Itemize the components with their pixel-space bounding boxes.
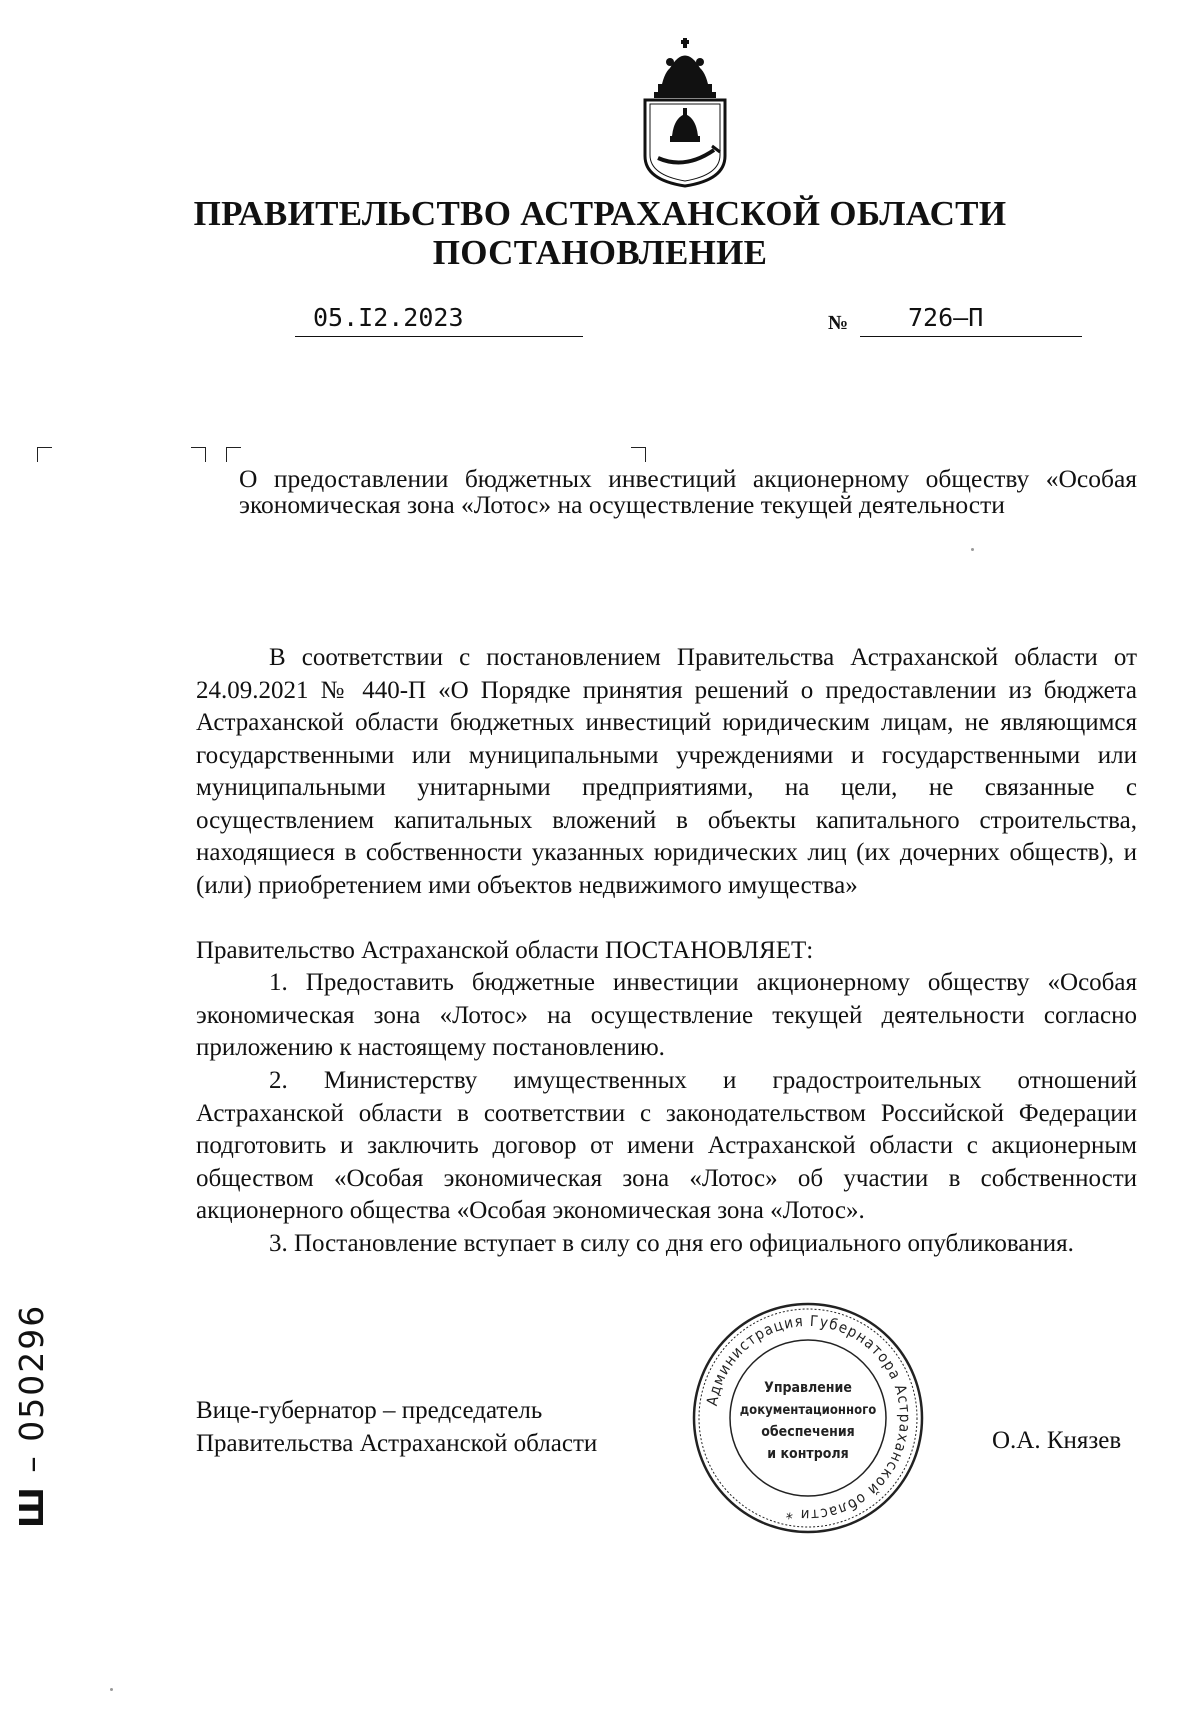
preamble-paragraph: В соответствии с постановлением Правительства Астраханской области от 24.09.2021 № 440-П «О Порядке принятия решений о предоставлении из бюджета Астраханской области бюджетных инвестиций юридическим лицам, не являющимся государственными или муниципальными учреждениями и государственными или муниципальными унитарными предприятиями, на цели, не связанные с осуществлением капитальных вложений в объекты капитального строительства, находящиеся в собственности указанных юридических лиц (их дочерних обществ), и (или) приобретением ими объектов недвижимого имущества» (196, 644, 1137, 899)
decree-item-1: 1. Предоставить бюджетные инвестиции акционерному обществу «Особая экономическая зона «Лотос» на осуществление текущей деятельности согласно приложению к настоящему постановлению. (196, 969, 1137, 1061)
side-code-number: – 050296 (12, 1303, 51, 1486)
side-code-prefix: Ш (12, 1485, 51, 1528)
decree-item-2: 2. Министерству имущественных и градостроительных отношений Астраханской области в соответствии с законодательством Российской Федерации подготовить и заключить договор от имени Астраханской области с акционерным обществом «Особая экономическая зона «Лотос» об участии в собственности акционерного общества «Особая экономическая зона «Лотос». (196, 1067, 1137, 1224)
corner-mark (191, 447, 206, 462)
decree-item-3: 3. Постановление вступает в силу со дня его официального опубликования. (269, 1230, 1074, 1257)
document-subject: О предоставлении бюджетных инвестиций акционерному обществу «Особая экономическая зона «Лотос» на осуществление текущей деятельности (239, 464, 1137, 519)
signatory-title-line2: Правительства Астраханской области (196, 1430, 598, 1457)
stamp-inner-line3: обеспечения (761, 1424, 855, 1440)
stamp-inner-line4: и контроля (767, 1446, 849, 1462)
corner-mark (631, 447, 646, 462)
stamp-inner-line2: документационного (739, 1403, 877, 1418)
official-stamp (690, 1300, 926, 1536)
document-number: 726–П (860, 303, 1082, 337)
stamp-outer-text: Администрация Губернатора Астраханской области * (702, 1311, 915, 1525)
document-date: 05.I2.2023 (295, 303, 583, 337)
signatory-title (196, 1394, 597, 1460)
document-type-title: ПОСТАНОВЛЕНИЕ (432, 233, 768, 272)
resolution-line: Правительство Астраханской области ПОСТАНОВЛЯЕТ: (196, 937, 814, 964)
signatory-title-line1: Вице-губернатор – председатель (196, 1397, 543, 1424)
scan-speck (971, 548, 974, 551)
corner-mark (226, 447, 241, 462)
number-sign: № (828, 312, 849, 334)
coat-of-arms-icon (640, 38, 730, 188)
svg-text:Администрация Губернатора Астр (703, 1312, 914, 1524)
corner-mark (37, 447, 52, 462)
government-title: ПРАВИТЕЛЬСТВО АСТРАХАНСКОЙ ОБЛАСТИ (193, 194, 1007, 233)
signatory-name: О.А. Князев (992, 1427, 1122, 1454)
side-serial-code (12, 1303, 52, 1528)
stamp-inner-line1: Управление (764, 1380, 852, 1396)
scan-speck (110, 1688, 113, 1691)
